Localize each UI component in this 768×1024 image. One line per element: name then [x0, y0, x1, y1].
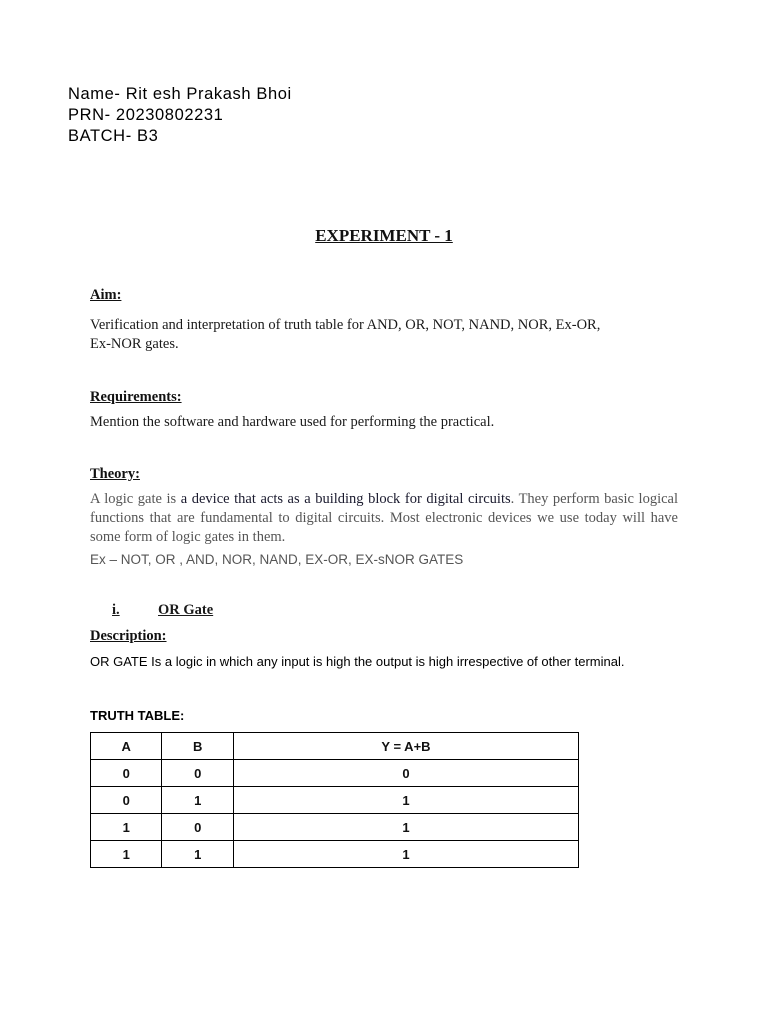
column-header-y: Y = A+B: [233, 733, 578, 760]
table-cell: 1: [162, 787, 233, 814]
theory-text-part1: A logic gate is: [90, 491, 181, 507]
aim-heading: Aim:: [90, 287, 122, 303]
table-cell: 1: [233, 814, 578, 841]
column-header-b: B: [162, 733, 233, 760]
aim-text-line2: Ex-NOR gates.: [90, 336, 179, 352]
requirements-text: Mention the software and hardware used for performing the practical.: [90, 414, 495, 430]
theory-heading: Theory:: [90, 466, 140, 482]
student-batch: BATCH- B3: [68, 127, 159, 145]
column-header-a: A: [91, 733, 162, 760]
theory-text-part3: . They perform basic logical functions that are fundamental to digital circuits. Most electronic devices we use today will have some form of logic gates in them.: [90, 491, 678, 545]
description-text: OR GATE Is a logic in which any input is high the output is high irrespective of other terminal.: [90, 654, 625, 669]
theory-text-highlight: a device that acts as a building block for digital circuits: [180, 491, 511, 507]
table-cell: 0: [233, 760, 578, 787]
table-cell: 0: [162, 760, 233, 787]
requirements-heading: Requirements:: [90, 389, 182, 405]
table-cell: 1: [162, 841, 233, 868]
table-cell: 0: [91, 760, 162, 787]
table-row: [91, 787, 579, 814]
or-gate-title: OR Gate: [158, 602, 214, 618]
table-row: [91, 841, 579, 868]
table-cell: 1: [233, 787, 578, 814]
truth-table-label: TRUTH TABLE:: [90, 708, 185, 723]
table-cell: 1: [91, 814, 162, 841]
table-cell: 0: [162, 814, 233, 841]
theory-paragraph: [90, 490, 678, 547]
table-row: [91, 760, 579, 787]
table-cell: 1: [233, 841, 578, 868]
table-cell: 1: [91, 841, 162, 868]
table-cell: 0: [91, 787, 162, 814]
or-gate-numeral: i.: [112, 602, 120, 618]
table-header-row: [91, 733, 579, 760]
student-name: Name- Rit esh Prakash Bhoi: [68, 85, 292, 103]
page-title: EXPERIMENT - 1: [315, 226, 453, 245]
aim-text-line1: Verification and interpretation of truth table for AND, OR, NOT, NAND, NOR, Ex-OR,: [90, 317, 601, 333]
student-prn: PRN- 20230802231: [68, 106, 224, 124]
truth-table: [90, 732, 579, 868]
theory-examples: Ex – NOT, OR , AND, NOR, NAND, EX-OR, EX-sNOR GATES: [90, 552, 464, 567]
table-row: [91, 814, 579, 841]
description-heading: Description:: [90, 628, 167, 644]
